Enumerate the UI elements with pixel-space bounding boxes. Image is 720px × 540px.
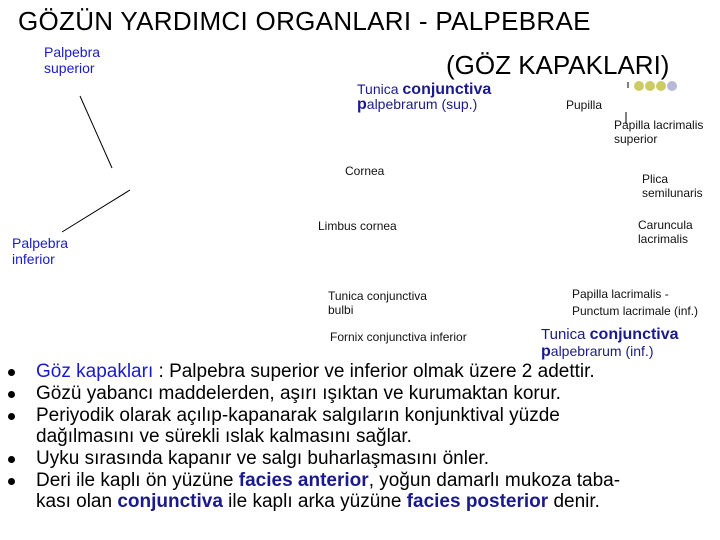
leader-line-superior — [80, 96, 112, 168]
bullet-item: Periyodik olarak açılıp-kapanarak salgıların konjunktival yüzde dağılmasını ve sürekli ıslak kalmasını sağlar. — [6, 405, 718, 447]
eye-color-dots — [634, 78, 678, 96]
bullet-item: Uyku sırasında kapanır ve salgı buharlaşmasını önler. — [6, 448, 718, 469]
page-title-line2: (GÖZ KAPAKLARI) — [446, 50, 670, 80]
bullet-item: Deri ile kaplı ön yüzüne facies anterior, yoğun damarlı mukoza taba- kası olan conjunctiva ile kaplı arka yüzüne facies posterior denir. — [6, 470, 718, 512]
label-limbus-cornea: Limbus cornea — [318, 219, 397, 233]
dot-gray-1 — [667, 81, 677, 91]
bullet-dot — [8, 413, 15, 420]
bullet-list — [6, 361, 718, 513]
dot-yellow-1 — [634, 81, 644, 91]
label-papilla-punctum-inferior: Papilla lacrimalis - Punctum lacrimale (inf.) — [572, 287, 699, 318]
bullet-dot — [8, 456, 15, 463]
label-plica-semilunaris: Plica semilunaris — [642, 172, 703, 200]
dot-yellow-3 — [656, 81, 666, 91]
label-cornea: Cornea — [345, 164, 385, 178]
label-pupilla: Pupilla — [566, 98, 603, 112]
bullet-item: Göz kapakları : Palpebra superior ve inferior olmak üzere 2 adettir. — [6, 361, 718, 382]
bullet-dot — [8, 391, 15, 398]
label-palpebra-inferior: Palpebra inferior — [12, 235, 69, 267]
label-tunica-conjunctiva-palpebrarum-inf: Tunica conjunctiva palpebrarum (inf.) — [541, 326, 679, 360]
leader-line-inferior — [62, 190, 130, 232]
bullet-item: Gözü yabancı maddelerden, aşırı ışıktan ve kurumaktan korur. — [6, 383, 718, 404]
bullet-dot — [8, 478, 15, 485]
label-tunica-conjunctiva-palpebrarum-sup: Tunica conjunctiva palpebrarum (sup.) — [357, 81, 492, 113]
label-caruncula-lacrimalis: Caruncula lacrimalis — [638, 218, 693, 246]
label-palpebra-superior: Palpebra superior — [44, 44, 101, 76]
label-papilla-lacrimalis-superior: Papilla lacrimalis superior — [614, 118, 704, 146]
label-fornix-conjunctiva-inferior: Fornix conjunctiva inferior — [330, 330, 467, 344]
page-title: GÖZÜN YARDIMCI ORGANLARI - PALPEBRAE — [18, 6, 591, 36]
label-tunica-conjunctiva-bulbi: Tunica conjunctiva bulbi — [328, 289, 427, 317]
bullet-dot — [8, 369, 15, 376]
dot-yellow-2 — [645, 81, 655, 91]
